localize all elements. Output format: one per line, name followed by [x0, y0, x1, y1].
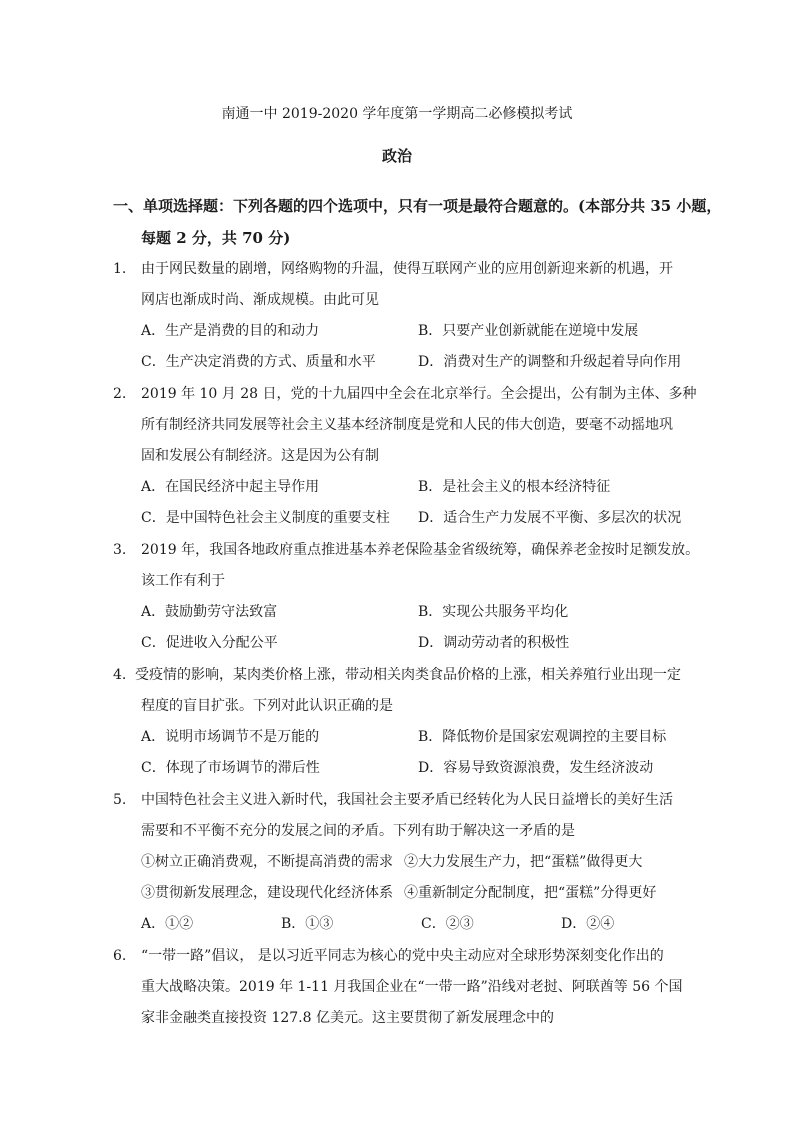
- question-text: 所有制经济共同发展等社会主义基本经济制度是党和人民的伟大创造，要毫不动摇地巩: [141, 417, 673, 433]
- option-b: B．①③: [281, 916, 334, 932]
- option-c: C．体现了市场调节的滞后性: [141, 760, 320, 776]
- question-text: 重大战略决策。2019 年 1-11 月我国企业在“一带一路”沿线对老挝、阿联酋等 56 个国: [141, 979, 683, 995]
- question-text: 该工作有利于: [141, 573, 225, 589]
- option-c: C．生产决定消费的方式、质量和水平: [141, 354, 376, 370]
- section-heading: 一、单项选择题：下列各题的四个选项中，只有一项是最符合题意的。(本部分共 35 小题，: [113, 197, 722, 215]
- option-c: C．是中国特色社会主义制度的重要支柱: [141, 510, 390, 526]
- option-a: A．在国民经济中起主导作用: [141, 479, 320, 495]
- option-d: D．②④: [561, 916, 615, 932]
- question-text: 中国特色社会主义进入新时代，我国社会主要矛盾已经转化为人民日益增长的美好生活: [141, 792, 673, 808]
- option-b: B．只要产业创新就能在逆境中发展: [418, 323, 639, 339]
- statement-1: ①树立正确消费观，不断提高消费的需求: [141, 854, 393, 870]
- option-a: A．生产是消费的目的和动力: [141, 323, 320, 339]
- question-number: 2.: [113, 386, 127, 402]
- option-d: D．容易导致资源浪费，发生经济波动: [418, 760, 654, 776]
- question-text: 程度的盲目扩张。下列对此认识正确的是: [141, 698, 393, 714]
- option-d: D．适合生产力发展不平衡、多层次的状况: [418, 510, 682, 526]
- option-d: D．消费对生产的调整和升级起着导向作用: [418, 354, 682, 370]
- option-c: C．②③: [421, 916, 474, 932]
- option-b: B．降低物价是国家宏观调控的主要目标: [418, 729, 667, 745]
- question-number: 5.: [113, 792, 127, 808]
- exam-title: 南通一中 2019-2020 学年度第一学期高二必修模拟考试: [221, 106, 573, 122]
- question-text: “一带一路”倡议， 是以习近平同志为核心的党中央主动应对全球形势深刻变化作出的: [141, 948, 664, 964]
- exam-subject: 政治: [381, 147, 412, 165]
- question-number: 4.: [113, 667, 127, 683]
- question-text: 2019 年 10 月 28 日，党的十九届四中全会在北京举行。全会提出，公有制为主体、多种: [141, 386, 697, 402]
- question-text: 需要和不平衡不充分的发展之间的矛盾。下列有助于解决这一矛盾的是: [141, 823, 575, 839]
- section-heading-cont: 每题 2 分，共 70 分): [141, 229, 291, 247]
- statement-3: ③贯彻新发展理念，建设现代化经济体系: [141, 885, 393, 901]
- option-a: A．鼓励勤劳守法致富: [141, 604, 278, 620]
- question-number: 3.: [113, 542, 127, 558]
- question-number: 1.: [113, 261, 127, 277]
- option-c: C．促进收入分配公平: [141, 635, 278, 651]
- option-b: B．是社会主义的根本经济特征: [418, 479, 611, 495]
- option-d: D．调动劳动者的积极性: [418, 635, 570, 651]
- option-a: A．①②: [141, 916, 194, 932]
- option-b: B．实现公共服务平均化: [418, 604, 569, 620]
- question-text: 家非金融类直接投资 127.8 亿美元。这主要贯彻了新发展理念中的: [141, 1010, 554, 1026]
- question-text: 网店也渐成时尚、渐成规模。由此可见: [141, 292, 379, 308]
- option-a: A．说明市场调节不是万能的: [141, 729, 320, 745]
- statement-2: ②大力发展生产力，把“蛋糕”做得更大: [404, 854, 643, 870]
- question-number: 6.: [113, 948, 127, 964]
- question-text: 受疫情的影响，某肉类价格上涨，带动相关肉类食品价格的上涨，相关养殖行业出现一定: [135, 667, 681, 683]
- statement-4: ④重新制定分配制度，把“蛋糕”分得更好: [404, 885, 657, 901]
- question-text: 2019 年，我国各地政府重点推进基本养老保险基金省级统筹，确保养老金按时足额发放。: [141, 542, 700, 558]
- question-text: 固和发展公有制经济。这是因为公有制: [141, 448, 379, 464]
- question-text: 由于网民数量的剧增，网络购物的升温，使得互联网产业的应用创新迎来新的机遇，开: [141, 261, 673, 277]
